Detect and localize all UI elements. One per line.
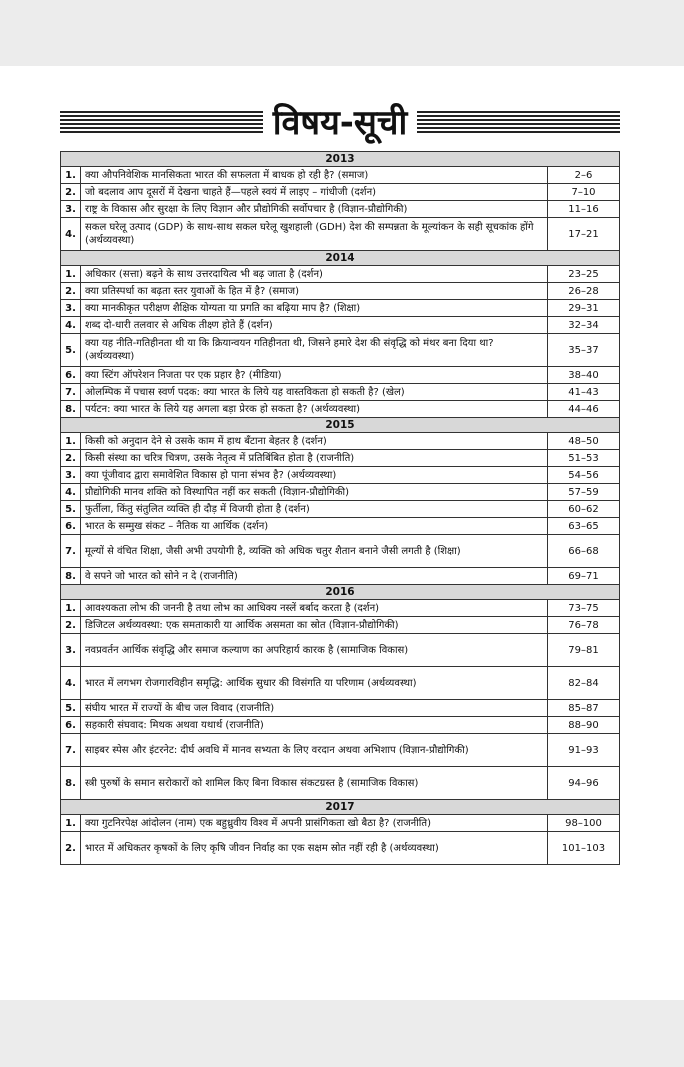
entry-title: किसी संस्था का चरित्र चित्रण, उसके नेतृत्व में प्रतिबिंबित होता है (राजनीति) bbox=[81, 450, 548, 467]
year-header: 2016 bbox=[61, 585, 620, 600]
entry-number: 2. bbox=[61, 283, 81, 300]
page-title: विषय-सूची bbox=[272, 103, 408, 143]
entry-title: मूल्यों से वंचित शिक्षा, जैसी अभी उपयोगी है, व्यक्ति को अधिक चतुर शैतान बनाने जैसी लगती है (शिक्षा) bbox=[81, 535, 548, 568]
entry-number: 3. bbox=[61, 201, 81, 218]
entry-number: 4. bbox=[61, 317, 81, 334]
entry-title: संघीय भारत में राज्यों के बीच जल विवाद (राजनीति) bbox=[81, 700, 548, 717]
entry-title: साइबर स्पेस और इंटरनेट: दीर्घ अवधि में मानव सभ्यता के लिए वरदान अथवा अभिशाप (विज्ञान-प्रौद्योगिकी) bbox=[81, 734, 548, 767]
year-header-row bbox=[61, 418, 620, 433]
entry-title: राष्ट्र के विकास और सुरक्षा के लिए विज्ञान और प्रौद्योगिकी सर्वोपचार है (विज्ञान-प्रौद्योगिकी) bbox=[81, 201, 548, 218]
year-header-row bbox=[61, 800, 620, 815]
book-page bbox=[0, 66, 684, 1000]
year-header: 2014 bbox=[61, 251, 620, 266]
table-row bbox=[61, 815, 620, 832]
entry-pages: 48–50 bbox=[548, 433, 620, 450]
entry-title: भारत में लगभग रोजगारविहीन समृद्धि: आर्थिक सुधार की विसंगति या परिणाम (अर्थव्यवस्था) bbox=[81, 667, 548, 700]
entry-pages: 11–16 bbox=[548, 201, 620, 218]
entry-pages: 69–71 bbox=[548, 568, 620, 585]
entry-number: 8. bbox=[61, 568, 81, 585]
entry-pages: 26–28 bbox=[548, 283, 620, 300]
entry-pages: 76–78 bbox=[548, 617, 620, 634]
entry-number: 4. bbox=[61, 484, 81, 501]
table-row bbox=[61, 317, 620, 334]
entry-title: फुर्तीला, किंतु संतुलित व्यक्ति ही दौड़ में विजयी होता है (दर्शन) bbox=[81, 501, 548, 518]
entry-number: 6. bbox=[61, 367, 81, 384]
entry-number: 1. bbox=[61, 167, 81, 184]
year-header-row bbox=[61, 152, 620, 167]
table-row bbox=[61, 384, 620, 401]
entry-pages: 54–56 bbox=[548, 467, 620, 484]
entry-title: अधिकार (सत्ता) बढ़ने के साथ उत्तरदायित्व भी बढ़ जाता है (दर्शन) bbox=[81, 266, 548, 283]
entry-number: 3. bbox=[61, 300, 81, 317]
entry-pages: 82–84 bbox=[548, 667, 620, 700]
entry-title: क्या स्टिंग ऑपरेशन निजता पर एक प्रहार है? (मीडिया) bbox=[81, 367, 548, 384]
table-row bbox=[61, 300, 620, 317]
table-row bbox=[61, 450, 620, 467]
entry-title: क्या गुटनिरपेक्ष आंदोलन (नाम) एक बहुध्रुवीय विश्व में अपनी प्रासंगिकता खो बैठा है? (राजनीति) bbox=[81, 815, 548, 832]
contents-table bbox=[60, 151, 620, 865]
entry-number: 2. bbox=[61, 184, 81, 201]
entry-title: प्रौद्योगिकी मानव शक्ति को विस्थापित नहीं कर सकती (विज्ञान-प्रौद्योगिकी) bbox=[81, 484, 548, 501]
year-header: 2013 bbox=[61, 152, 620, 167]
entry-pages: 66–68 bbox=[548, 535, 620, 568]
table-row bbox=[61, 334, 620, 367]
entry-title: क्या प्रतिस्पर्धा का बढ़ता स्तर युवाओं के हित में है? (समाज) bbox=[81, 283, 548, 300]
entry-number: 2. bbox=[61, 617, 81, 634]
table-row bbox=[61, 484, 620, 501]
title-banner bbox=[60, 98, 620, 148]
entry-title: जो बदलाव आप दूसरों में देखना चाहते हैं—पहले स्वयं में लाइए – गांधीजी (दर्शन) bbox=[81, 184, 548, 201]
entry-number: 8. bbox=[61, 767, 81, 800]
table-row bbox=[61, 832, 620, 865]
entry-title: क्या औपनिवेशिक मानसिकता भारत की सफलता में बाधक हो रही है? (समाज) bbox=[81, 167, 548, 184]
table-row bbox=[61, 634, 620, 667]
entry-pages: 29–31 bbox=[548, 300, 620, 317]
entry-number: 6. bbox=[61, 518, 81, 535]
table-row bbox=[61, 401, 620, 418]
entry-title: नवप्रवर्तन आर्थिक संवृद्धि और समाज कल्याण का अपरिहार्य कारक है (सामाजिक विकास) bbox=[81, 634, 548, 667]
table-row bbox=[61, 518, 620, 535]
table-row bbox=[61, 283, 620, 300]
entry-pages: 79–81 bbox=[548, 634, 620, 667]
entry-title: आवश्यकता लोभ की जननी है तथा लोभ का आधिक्य नस्लें बर्बाद करता है (दर्शन) bbox=[81, 600, 548, 617]
year-header: 2015 bbox=[61, 418, 620, 433]
year-header-row bbox=[61, 585, 620, 600]
entry-pages: 32–34 bbox=[548, 317, 620, 334]
table-row bbox=[61, 184, 620, 201]
entry-number: 6. bbox=[61, 717, 81, 734]
entry-number: 2. bbox=[61, 450, 81, 467]
table-row bbox=[61, 717, 620, 734]
entry-pages: 88–90 bbox=[548, 717, 620, 734]
entry-pages: 2–6 bbox=[548, 167, 620, 184]
entry-title: भारत के सम्मुख संकट – नैतिक या आर्थिक (दर्शन) bbox=[81, 518, 548, 535]
entry-number: 1. bbox=[61, 433, 81, 450]
title-rule-right bbox=[417, 111, 620, 135]
entry-title: पर्यटन: क्या भारत के लिये यह अगला बड़ा प्रेरक हो सकता है? (अर्थव्यवस्था) bbox=[81, 401, 548, 418]
table-row bbox=[61, 467, 620, 484]
table-row bbox=[61, 535, 620, 568]
entry-number: 1. bbox=[61, 600, 81, 617]
table-row bbox=[61, 266, 620, 283]
table-row bbox=[61, 734, 620, 767]
table-row bbox=[61, 167, 620, 184]
title-rule-left bbox=[60, 111, 263, 135]
entry-pages: 35–37 bbox=[548, 334, 620, 367]
table-row bbox=[61, 600, 620, 617]
entry-title: क्या मानकीकृत परीक्षण शैक्षिक योग्यता या प्रगति का बढ़िया माप है? (शिक्षा) bbox=[81, 300, 548, 317]
entry-title: शब्द दो-धारी तलवार से अधिक तीक्ष्ण होते हैं (दर्शन) bbox=[81, 317, 548, 334]
entry-number: 3. bbox=[61, 634, 81, 667]
table-row bbox=[61, 218, 620, 251]
entry-pages: 51–53 bbox=[548, 450, 620, 467]
entry-title: ओलम्पिक में पचास स्वर्ण पदक: क्या भारत के लिये यह वास्तविकता हो सकती है? (खेल) bbox=[81, 384, 548, 401]
table-row bbox=[61, 201, 620, 218]
entry-pages: 91–93 bbox=[548, 734, 620, 767]
entry-number: 7. bbox=[61, 734, 81, 767]
year-header-row bbox=[61, 251, 620, 266]
table-row bbox=[61, 667, 620, 700]
table-row bbox=[61, 767, 620, 800]
entry-number: 5. bbox=[61, 700, 81, 717]
entry-pages: 23–25 bbox=[548, 266, 620, 283]
entry-number: 5. bbox=[61, 334, 81, 367]
entry-pages: 41–43 bbox=[548, 384, 620, 401]
entry-pages: 94–96 bbox=[548, 767, 620, 800]
year-header: 2017 bbox=[61, 800, 620, 815]
entry-pages: 44–46 bbox=[548, 401, 620, 418]
top-margin-band bbox=[0, 0, 684, 66]
entry-number: 3. bbox=[61, 467, 81, 484]
entry-number: 2. bbox=[61, 832, 81, 865]
entry-number: 4. bbox=[61, 667, 81, 700]
entry-number: 1. bbox=[61, 266, 81, 283]
entry-number: 4. bbox=[61, 218, 81, 251]
entry-title: भारत में अधिकतर कृषकों के लिए कृषि जीवन निर्वाह का एक सक्षम स्रोत नहीं रही है (अर्थव्यवस्था) bbox=[81, 832, 548, 865]
entry-title: क्या पूंजीवाद द्वारा समावेशित विकास हो पाना संभव है? (अर्थव्यवस्था) bbox=[81, 467, 548, 484]
entry-pages: 63–65 bbox=[548, 518, 620, 535]
table-row bbox=[61, 700, 620, 717]
entry-number: 8. bbox=[61, 401, 81, 418]
entry-pages: 85–87 bbox=[548, 700, 620, 717]
entry-pages: 17–21 bbox=[548, 218, 620, 251]
entry-title: स्त्री पुरुषों के समान सरोकारों को शामिल किए बिना विकास संकटग्रस्त है (सामाजिक विकास) bbox=[81, 767, 548, 800]
entry-pages: 73–75 bbox=[548, 600, 620, 617]
entry-pages: 57–59 bbox=[548, 484, 620, 501]
entry-pages: 7–10 bbox=[548, 184, 620, 201]
entry-number: 1. bbox=[61, 815, 81, 832]
entry-title: डिजिटल अर्थव्यवस्था: एक समताकारी या आर्थिक असमता का स्रोत (विज्ञान-प्रौद्योगिकी) bbox=[81, 617, 548, 634]
entry-title: सकल घरेलू उत्पाद (GDP) के साथ-साथ सकल घरेलू खुशहाली (GDH) देश की सम्पन्नता के मूल्यांकन के सही सूचकांक होंगे (अर्थव्यवस्था) bbox=[81, 218, 548, 251]
table-row bbox=[61, 568, 620, 585]
entry-number: 7. bbox=[61, 535, 81, 568]
table-row bbox=[61, 433, 620, 450]
table-row bbox=[61, 617, 620, 634]
entry-pages: 101–103 bbox=[548, 832, 620, 865]
entry-title: वे सपने जो भारत को सोने न दे (राजनीति) bbox=[81, 568, 548, 585]
entry-pages: 38–40 bbox=[548, 367, 620, 384]
entry-title: क्या यह नीति-गतिहीनता थी या कि क्रियान्वयन गतिहीनता थी, जिसने हमारे देश की संवृद्धि को मंथर बना दिया था? (अर्थव्यवस्था) bbox=[81, 334, 548, 367]
entry-pages: 98–100 bbox=[548, 815, 620, 832]
entry-title: किसी को अनुदान देने से उसके काम में हाथ बँटाना बेहतर है (दर्शन) bbox=[81, 433, 548, 450]
entry-pages: 60–62 bbox=[548, 501, 620, 518]
entry-number: 7. bbox=[61, 384, 81, 401]
entry-title: सहकारी संघवाद: मिथक अथवा यथार्थ (राजनीति) bbox=[81, 717, 548, 734]
bottom-margin-band bbox=[0, 1000, 684, 1067]
table-row bbox=[61, 501, 620, 518]
entry-number: 5. bbox=[61, 501, 81, 518]
contents-table-body bbox=[61, 152, 620, 865]
table-row bbox=[61, 367, 620, 384]
